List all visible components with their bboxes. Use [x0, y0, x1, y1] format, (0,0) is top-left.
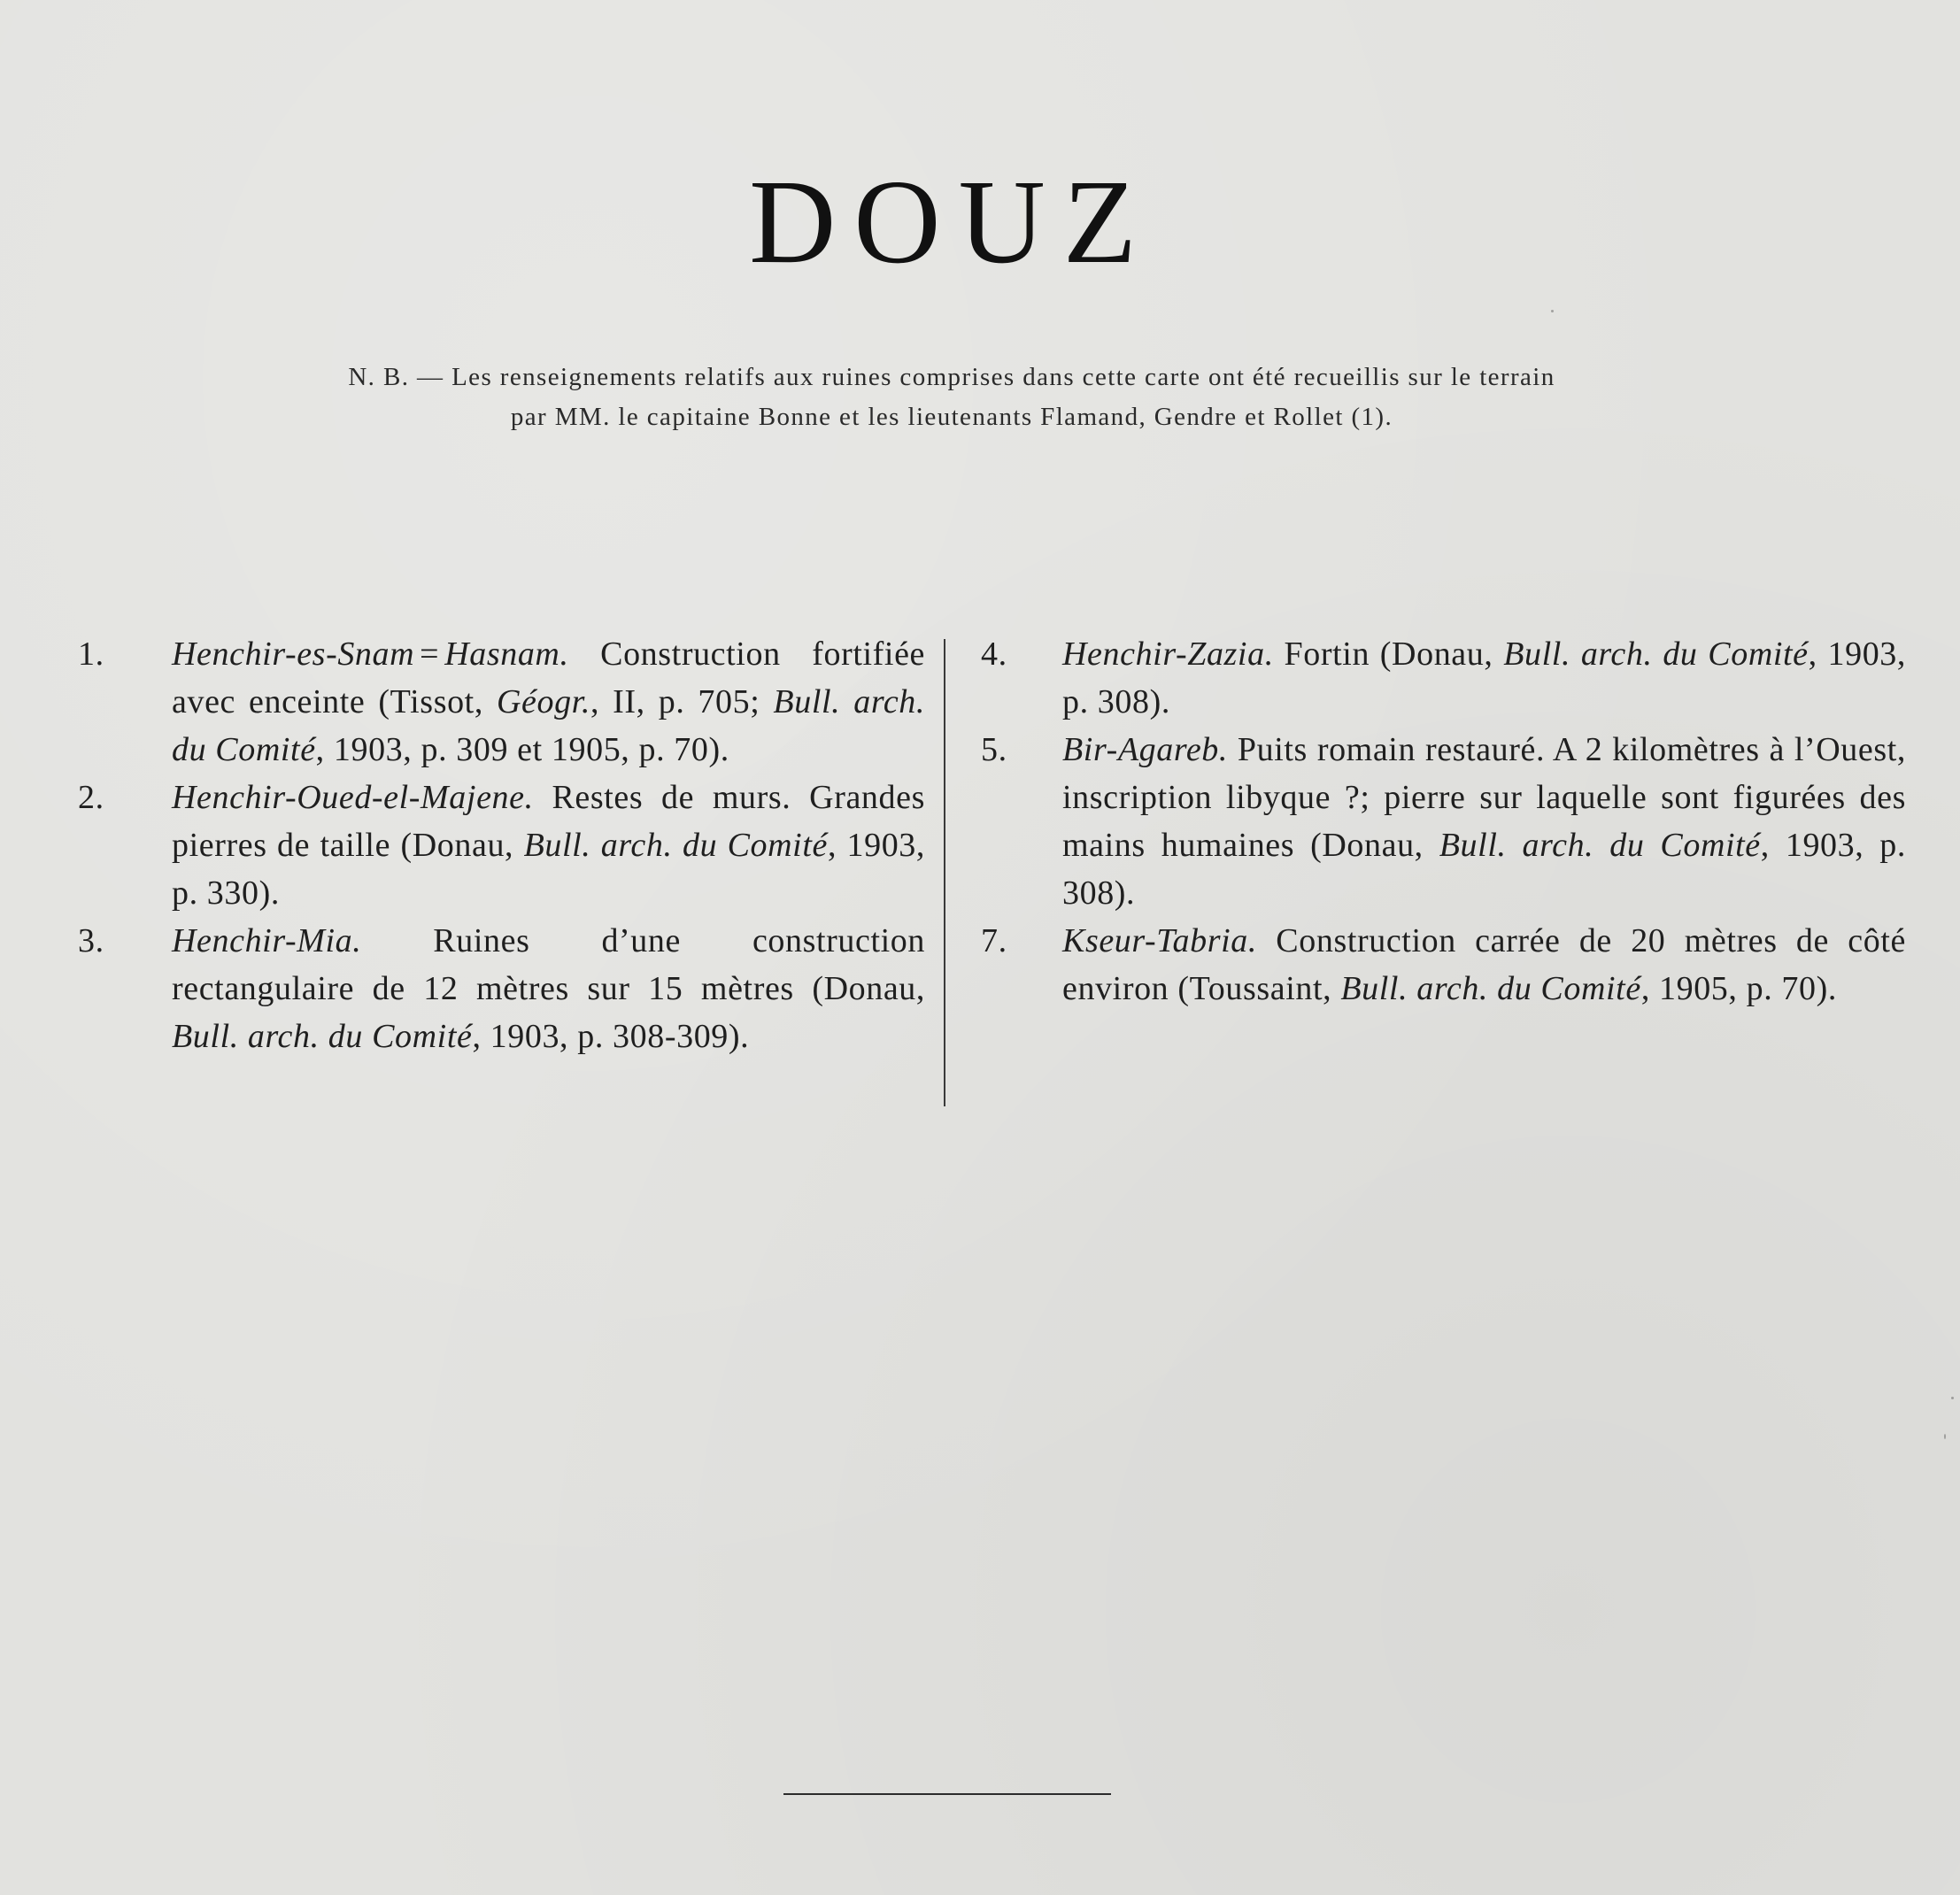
- entry-text: Construction fortifiée avec enceinte (Tissot,: [172, 636, 925, 720]
- reference-title: Bull. arch. du Comité: [523, 827, 828, 864]
- site-name: Kseur-Tabria.: [1062, 922, 1257, 959]
- site-name: Henchir-Mia.: [172, 922, 362, 959]
- entry-2: [71, 774, 925, 917]
- reference-title: Bull. arch. du Comité: [1439, 827, 1761, 864]
- paper-speck: [1551, 310, 1554, 312]
- entries-columns: [71, 630, 1906, 1108]
- entry-text: Construction carrée de 20 mètres de côté environ (Toussaint,: [1062, 922, 1906, 1007]
- entry-number: 5.: [981, 731, 1007, 768]
- entry-4: [981, 630, 1906, 726]
- entry-5: [981, 726, 1906, 917]
- entry-text: Fortin (Donau,: [1273, 636, 1504, 673]
- entry-1: [71, 630, 925, 774]
- entry-text: , II, p. 705;: [590, 683, 774, 720]
- reference-title: Bull. arch. du Comité: [172, 683, 926, 768]
- entry-number: 7.: [981, 922, 1007, 959]
- right-column: [981, 630, 1906, 1013]
- entry-3: [71, 917, 925, 1060]
- page-title: DOUZ: [749, 156, 1154, 289]
- site-name: Henchir-Oued-el-Majene.: [172, 779, 534, 816]
- reference-title: Bull. arch. du Comité: [1340, 970, 1641, 1007]
- entry-text: , 1903, p. 308).: [1062, 827, 1906, 912]
- note-line-1: N. B. — Les renseignements relatifs aux ruines comprises dans cette carte ont été recueillis sur le terrain: [348, 363, 1555, 391]
- left-column: [71, 630, 925, 1060]
- entry-number: 1.: [78, 636, 104, 673]
- reference-title: Bull. arch. du Comité: [1503, 636, 1809, 673]
- site-name: Henchir-Zazia.: [1062, 636, 1274, 673]
- column-divider: [944, 639, 945, 1106]
- entry-7: [981, 917, 1906, 1013]
- paper-speck: [1951, 1397, 1954, 1399]
- entry-text: Restes de murs. Grandes pierres de taille (Donau,: [172, 779, 925, 864]
- entry-text: Puits romain restauré. A 2 kilomètres à l’Ouest, inscription libyque ?; pierre sur laquelle sont figurées des mains humaines (Donau,: [1062, 731, 1906, 864]
- site-name: Bir-Agareb.: [1062, 731, 1229, 768]
- note-block: [177, 358, 1726, 437]
- entry-number: 4.: [981, 636, 1007, 673]
- site-alt-name: Hasnam.: [444, 636, 569, 673]
- note-line-2: par MM. le capitaine Bonne et les lieutenants Flamand, Gendre et Rollet (1).: [510, 403, 1393, 431]
- entry-text: , 1905, p. 70).: [1640, 970, 1837, 1007]
- reference-title: Géogr.: [496, 683, 590, 720]
- entry-text: , 1903, p. 308).: [1062, 636, 1906, 720]
- site-name: Henchir-es-Snam: [172, 636, 415, 673]
- entry-text: Ruines d’une construction rectangulaire de 12 mètres sur 15 mètres (Donau,: [172, 922, 925, 1007]
- reference-title: Bull. arch. du Comité: [172, 1018, 473, 1055]
- entry-text: , 1903, p. 330).: [172, 827, 925, 912]
- equals-sign: =: [420, 636, 440, 673]
- paper-speck: [1944, 1434, 1946, 1439]
- entry-text: , 1903, p. 309 et 1905, p. 70).: [315, 731, 729, 768]
- entry-number: 2.: [78, 779, 104, 816]
- closing-rule: [783, 1793, 1111, 1795]
- entry-text: , 1903, p. 308-309).: [472, 1018, 750, 1055]
- entry-number: 3.: [78, 922, 104, 959]
